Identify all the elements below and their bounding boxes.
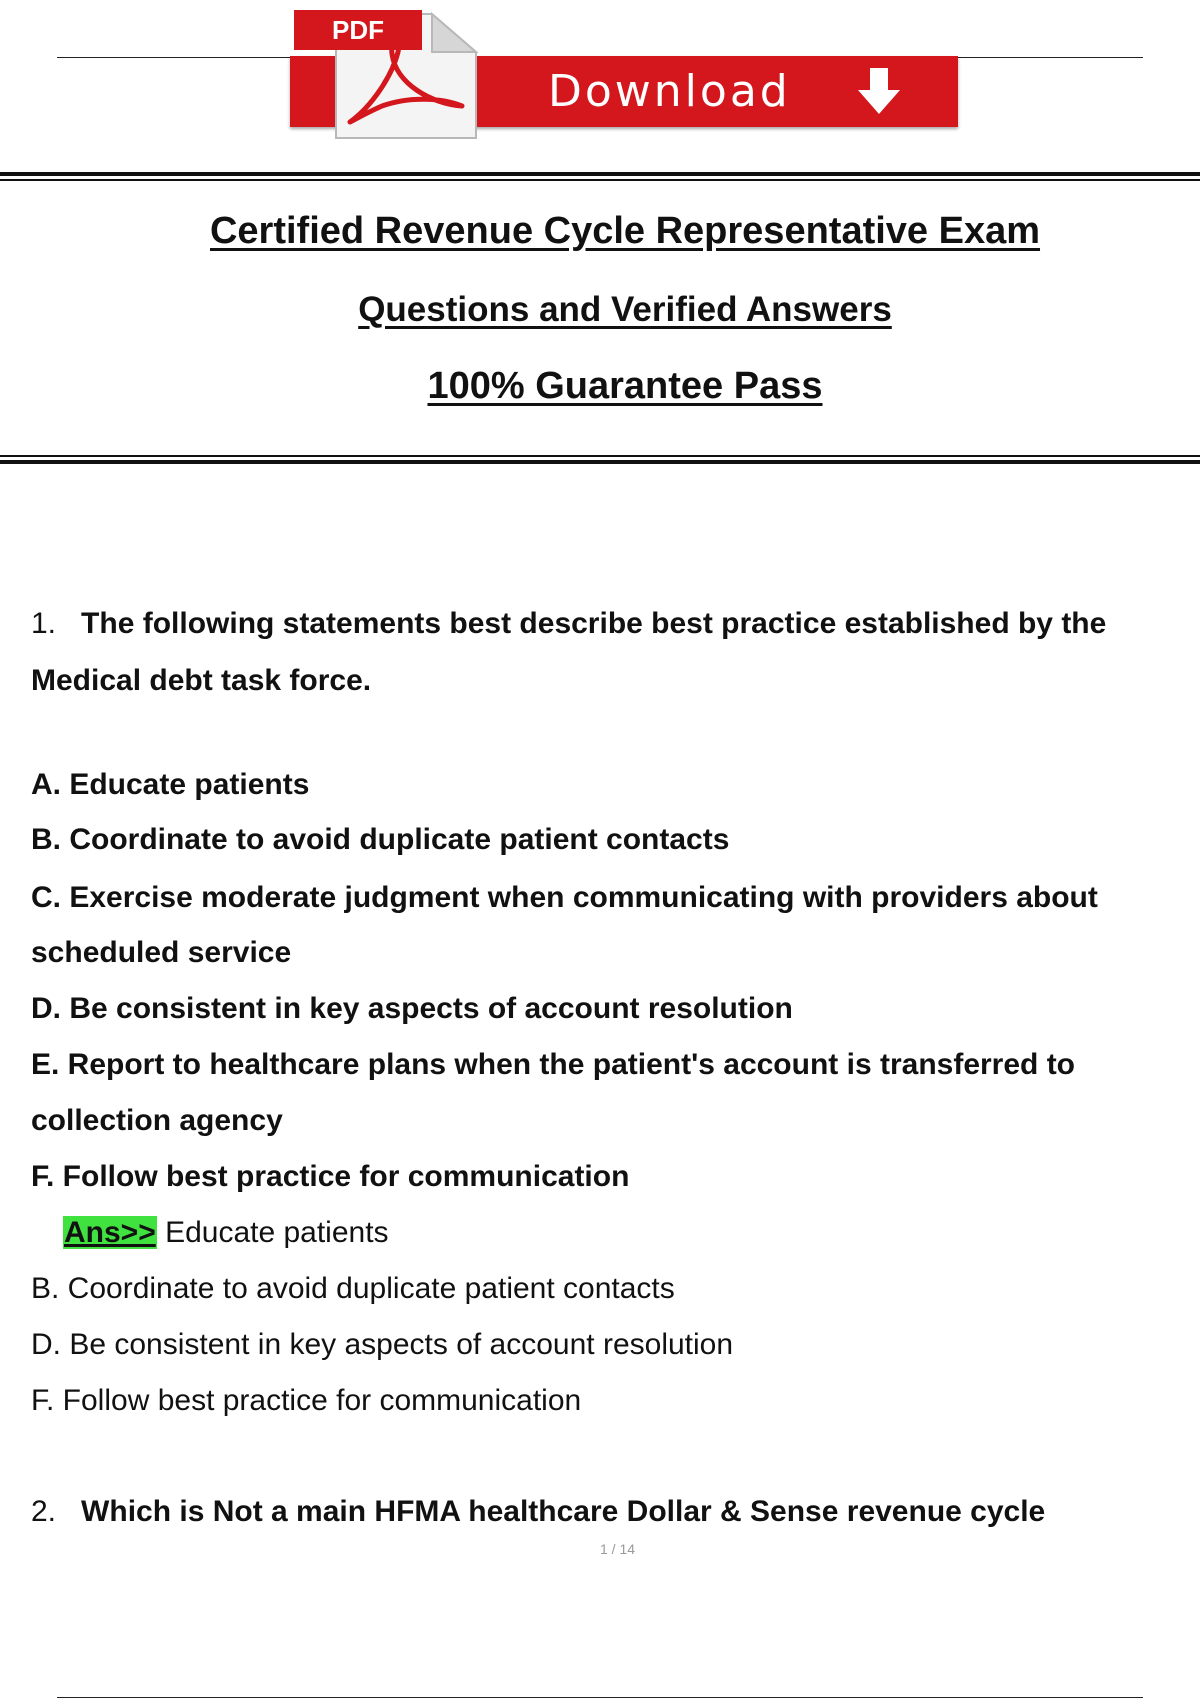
header-rule-bottom-thin: [0, 455, 1200, 457]
document-title: Certified Revenue Cycle Representative Exam: [209, 210, 1041, 252]
bottom-rule: [57, 1697, 1143, 1698]
answer-line-4: F. Follow best practice for communication: [31, 1384, 582, 1417]
download-arrow-icon: [852, 66, 906, 118]
question-2-line-1: [31, 1495, 1045, 1529]
pdf-label: PDF: [294, 10, 422, 50]
option-f: F. Follow best practice for communication: [31, 1160, 630, 1193]
page-indicator: 1 / 14: [599, 1541, 636, 1557]
question-1-text: The following statements best describe best practice established by the: [81, 607, 1107, 640]
header-rule-top-thick: [0, 172, 1200, 176]
question-2-number: 2.: [31, 1495, 57, 1528]
header-rule-bottom-thick: [0, 460, 1200, 464]
question-1-line-1: [31, 607, 1106, 641]
option-e-cont: collection agency: [31, 1104, 283, 1137]
answer-line-2: B. Coordinate to avoid duplicate patient contacts: [31, 1272, 675, 1305]
answer-line-3: D. Be consistent in key aspects of account resolution: [31, 1328, 734, 1361]
option-b: B. Coordinate to avoid duplicate patient contacts: [31, 823, 730, 856]
option-c-cont: scheduled service: [31, 936, 292, 969]
answer-text-1: Educate patients: [165, 1216, 389, 1249]
answer-line-1: [63, 1216, 389, 1250]
option-e: E. Report to healthcare plans when the patient's account is transferred to: [31, 1048, 1076, 1081]
question-1-number: 1.: [31, 607, 57, 640]
top-rule-right: [955, 57, 1143, 58]
download-label: Download: [548, 66, 791, 117]
document-tagline: 100% Guarantee Pass: [427, 365, 823, 407]
header-rule-top-thin: [0, 179, 1200, 181]
top-rule-left: [57, 57, 297, 58]
answer-tag: Ans>>: [64, 1216, 156, 1249]
option-d: D. Be consistent in key aspects of account resolution: [31, 992, 793, 1025]
pdf-file-icon: [292, 6, 482, 142]
question-1-line-2: Medical debt task force.: [31, 664, 372, 697]
document-subtitle: Questions and Verified Answers: [358, 290, 892, 329]
option-c: C. Exercise moderate judgment when communicating with providers about: [31, 881, 1098, 914]
question-2-text: Which is Not a main HFMA healthcare Dollar & Sense revenue cycle: [81, 1495, 1046, 1528]
option-a: A. Educate patients: [31, 768, 310, 801]
